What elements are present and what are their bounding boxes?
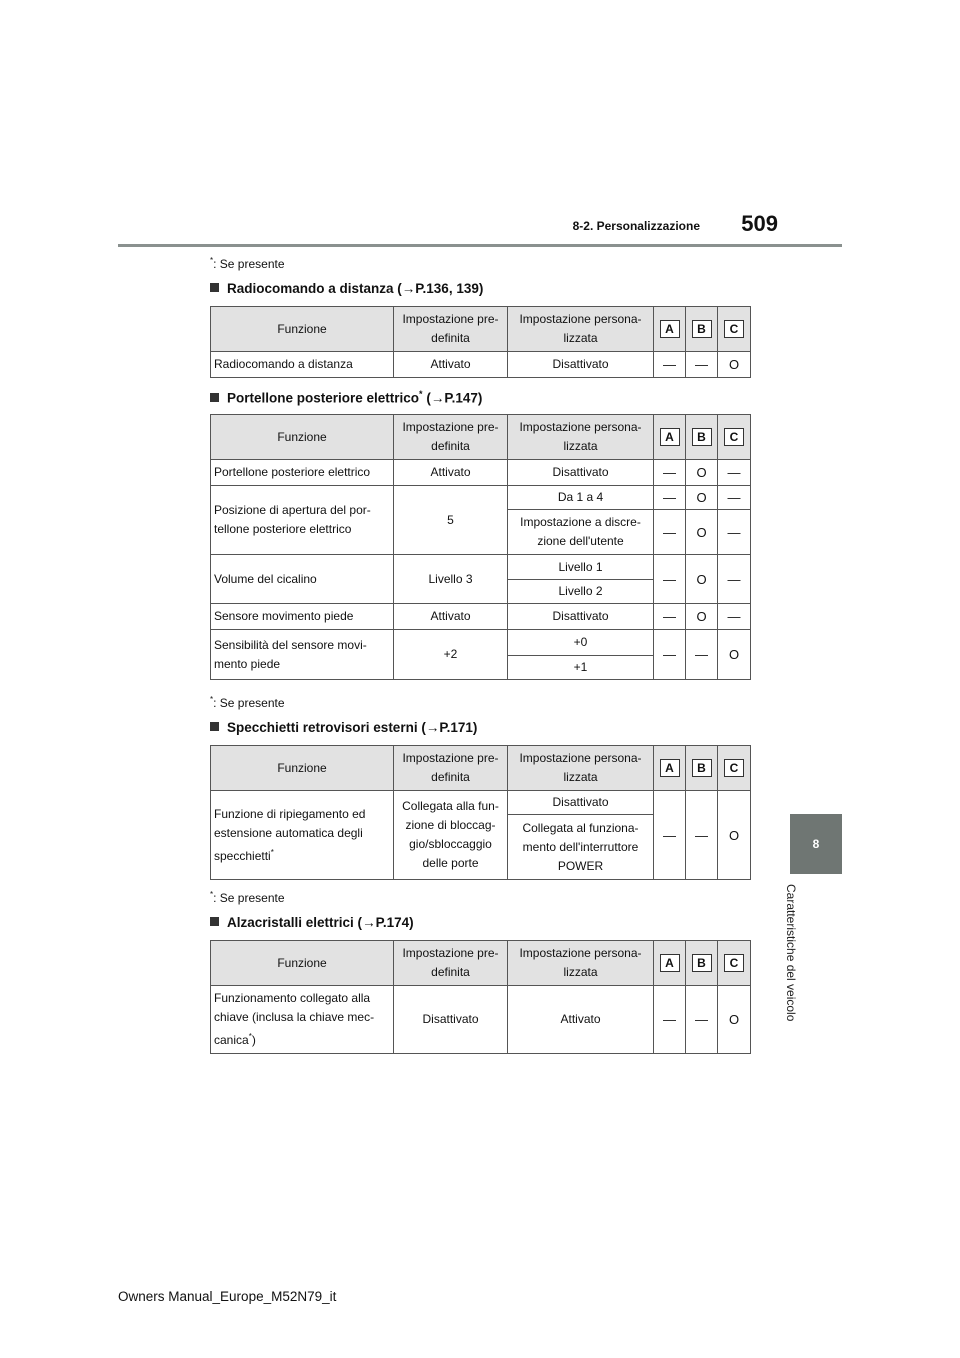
column-b-label: B [692, 759, 712, 777]
table-row: Sensore movimento piede Attivato Disattivato — O — [211, 604, 751, 630]
column-c-label: C [724, 320, 744, 338]
table-row: Portellone posteriore elettrico Attivato Disattivato — O — [211, 460, 751, 486]
column-a-label: A [660, 759, 680, 777]
chapter-tab: 8 [790, 814, 842, 874]
table-alzacristalli [210, 940, 751, 1054]
section-title: 8-2. Personalizzazione [572, 219, 700, 233]
footnote: *: Se presente [210, 890, 285, 905]
bullet-square-icon [210, 917, 219, 926]
footnote: *: Se presente [210, 695, 285, 710]
table-row: Volume del cicalino Livello 3 Livello 1 — O — [211, 555, 751, 580]
column-b-label: B [692, 954, 712, 972]
table-row: Impostazione a discre- zione dell'utente — O — [211, 510, 751, 555]
header-rule [118, 244, 842, 247]
section-heading-portellone: Portellone posteriore elettrico* (→P.147) [210, 389, 482, 406]
footnote: *: Se presente [210, 256, 285, 271]
table-row: Posizione di apertura del por- tellone posteriore elettrico 5 Da 1 a 4 — O — [211, 486, 751, 510]
table-row: Livello 2 [211, 580, 751, 604]
column-a-label: A [660, 428, 680, 446]
bullet-square-icon [210, 283, 219, 292]
column-b-label: B [692, 428, 712, 446]
table-row: Funzione di ripiegamento ed estensione automatica degli specchietti* Collegata alla fun- zione di bloccag- gio/sbloccaggio delle porte Disattivato — — O [211, 791, 751, 815]
section-heading-alzacristalli: Alzacristalli elettrici (→P.174) [210, 915, 414, 930]
column-a-label: A [660, 954, 680, 972]
table-row: +1 [211, 656, 751, 680]
page-number: 509 [741, 211, 778, 236]
table-specchietti [210, 745, 751, 880]
bullet-square-icon [210, 722, 219, 731]
table-row: Radiocomando a distanza Attivato Disattivato — — O [211, 352, 751, 378]
column-c-label: C [724, 954, 744, 972]
column-c-label: C [724, 759, 744, 777]
table-header-row: Funzione Impostazione pre- definita Impostazione persona- lizzata A B C [211, 307, 751, 352]
table-radiocomando [210, 306, 751, 378]
bullet-square-icon [210, 393, 219, 402]
column-a-label: A [660, 320, 680, 338]
table-header-row: Funzione Impostazione pre- definita Impostazione persona- lizzata A B C [211, 415, 751, 460]
table-header-row: Funzione Impostazione pre- definita Impostazione persona- lizzata A B C [211, 941, 751, 986]
chapter-title: Caratteristiche del veicolo [784, 884, 798, 1022]
table-header-row: Funzione Impostazione pre- definita Impostazione persona- lizzata A B C [211, 746, 751, 791]
table-portellone [210, 414, 751, 680]
column-b-label: B [692, 320, 712, 338]
section-heading-radiocomando: Radiocomando a distanza (→P.136, 139) [210, 281, 483, 296]
column-c-label: C [724, 428, 744, 446]
section-heading-specchietti: Specchietti retrovisori esterni (→P.171) [210, 720, 477, 735]
footer-text: Owners Manual_Europe_M52N79_it [118, 1289, 337, 1304]
table-row: Sensibilità del sensore movi- mento piede +2 +0 — — O [211, 630, 751, 656]
table-row: Collegata al funziona- mento dell'interruttore POWER [211, 815, 751, 880]
table-row: Funzionamento collegato alla chiave (inclusa la chiave mec- canica*) Disattivato Attivato — — O [211, 986, 751, 1054]
